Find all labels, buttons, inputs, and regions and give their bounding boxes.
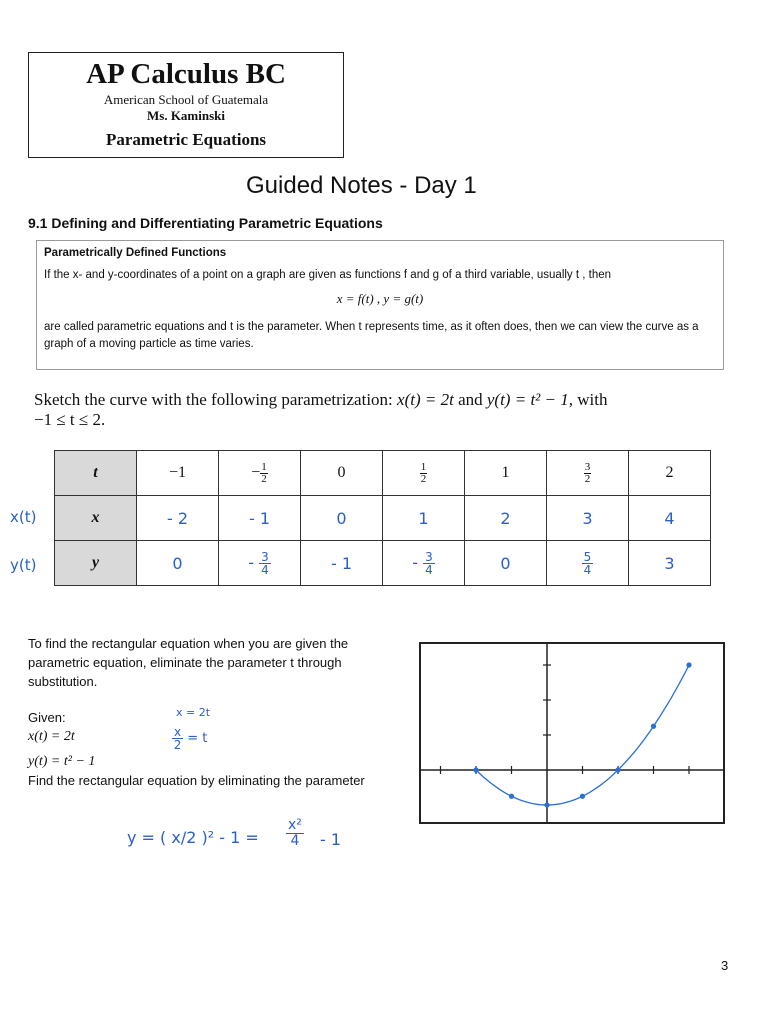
hand-answer-right: - 1 — [320, 830, 342, 849]
topic-title: Parametric Equations — [105, 130, 267, 149]
y-cell: $\frac{5}{4}$ — [547, 541, 629, 586]
x-cell: - 2 — [137, 496, 219, 541]
x-cell: 2 — [465, 496, 547, 541]
hand-answer-left: y = ( x/2 )² - 1 = — [127, 828, 259, 847]
hand-answer-fraction: $\frac{\text{x²}}{4}$ — [288, 817, 302, 849]
y-equation: y(t) = t² − 1, — [486, 390, 573, 409]
definition-line-2: are called parametric equations and t is the parameter. When t represents time, as it often does, then we can view the curve as a graph of a moving particle as time varies. — [44, 321, 699, 350]
school-name: American School of Guatemala — [103, 92, 269, 107]
graph-frame — [419, 642, 725, 824]
parametric-curve — [476, 665, 689, 805]
instruction: Find the rectangular equation by eliminating the parameter — [28, 773, 365, 788]
course-header-box — [28, 52, 344, 158]
x-cell: 3 — [547, 496, 629, 541]
parametric-graph — [421, 644, 723, 822]
x-cell: - 1 — [219, 496, 301, 541]
curve-point — [651, 724, 656, 729]
y-cell: 0 — [137, 541, 219, 586]
table-row-y — [55, 541, 711, 586]
curve-point — [615, 767, 620, 772]
t-cell: − $\frac{1}{2}$ — [219, 451, 301, 496]
definition-title: Parametrically Defined Functions — [44, 247, 227, 259]
sketch-prompt — [34, 390, 734, 430]
x-equation: x(t) = 2t — [397, 390, 454, 409]
table-row-t — [55, 451, 711, 496]
curve-point — [473, 767, 478, 772]
t-cell: 2 — [629, 451, 711, 496]
with-word: with — [577, 390, 608, 409]
t-cell: 0 — [301, 451, 383, 496]
t-cell: −1 — [137, 451, 219, 496]
teacher-name: Ms. Kaminski — [146, 108, 225, 123]
hand-substitution-1: x = 2t — [176, 706, 211, 719]
and-word: and — [458, 390, 483, 409]
definition-equation: x = f(t) , y = g(t) — [336, 291, 424, 306]
row-label-y: y — [55, 541, 137, 586]
hand-label-x: x(t) — [10, 508, 37, 526]
y-cell: - $\frac{3}{4}$ — [219, 541, 301, 586]
section-title: 9.1 Defining and Differentiating Parametric Equations — [28, 215, 383, 231]
t-cell: $\frac{3}{2}$ — [547, 451, 629, 496]
y-given: y(t) = t² − 1 — [28, 754, 96, 769]
sketch-text: Sketch the curve with the following parametrization: — [34, 390, 393, 409]
curve-point — [509, 794, 514, 799]
given-label: Given: — [28, 710, 66, 725]
definition-line-1: If the x- and y-coordinates of a point on a graph are given as functions f and g of a third variable, usually t , then — [44, 269, 612, 281]
y-cell: 0 — [465, 541, 547, 586]
curve-point — [686, 662, 691, 667]
x-cell: 0 — [301, 496, 383, 541]
row-label-t: t — [55, 451, 137, 496]
x-given: x(t) = 2t — [28, 729, 75, 744]
t-cell: $\frac{1}{2}$ — [383, 451, 465, 496]
curve-point — [580, 794, 585, 799]
t-cell: 1 — [465, 451, 547, 496]
page-number: 3 — [721, 958, 729, 973]
rect-intro: To find the rectangular equation when you are given the parametric equation, eliminate the parameter t through substitution. — [28, 636, 349, 689]
page-title: Guided Notes - Day 1 — [246, 172, 477, 199]
values-table — [54, 450, 711, 586]
definition-box — [36, 240, 724, 370]
table-row-x — [55, 496, 711, 541]
hand-substitution-2: $\frac{x}{2} = t$ — [173, 725, 208, 752]
y-cell: - $\frac{3}{4}$ — [383, 541, 465, 586]
y-cell: 3 — [629, 541, 711, 586]
t-domain: −1 ≤ t ≤ 2. — [34, 410, 106, 429]
curve-point — [544, 802, 549, 807]
hand-label-y: y(t) — [10, 556, 37, 574]
row-label-x: x — [55, 496, 137, 541]
course-title: AP Calculus BC — [86, 58, 286, 90]
y-cell: - 1 — [301, 541, 383, 586]
x-cell: 4 — [629, 496, 711, 541]
x-cell: 1 — [383, 496, 465, 541]
